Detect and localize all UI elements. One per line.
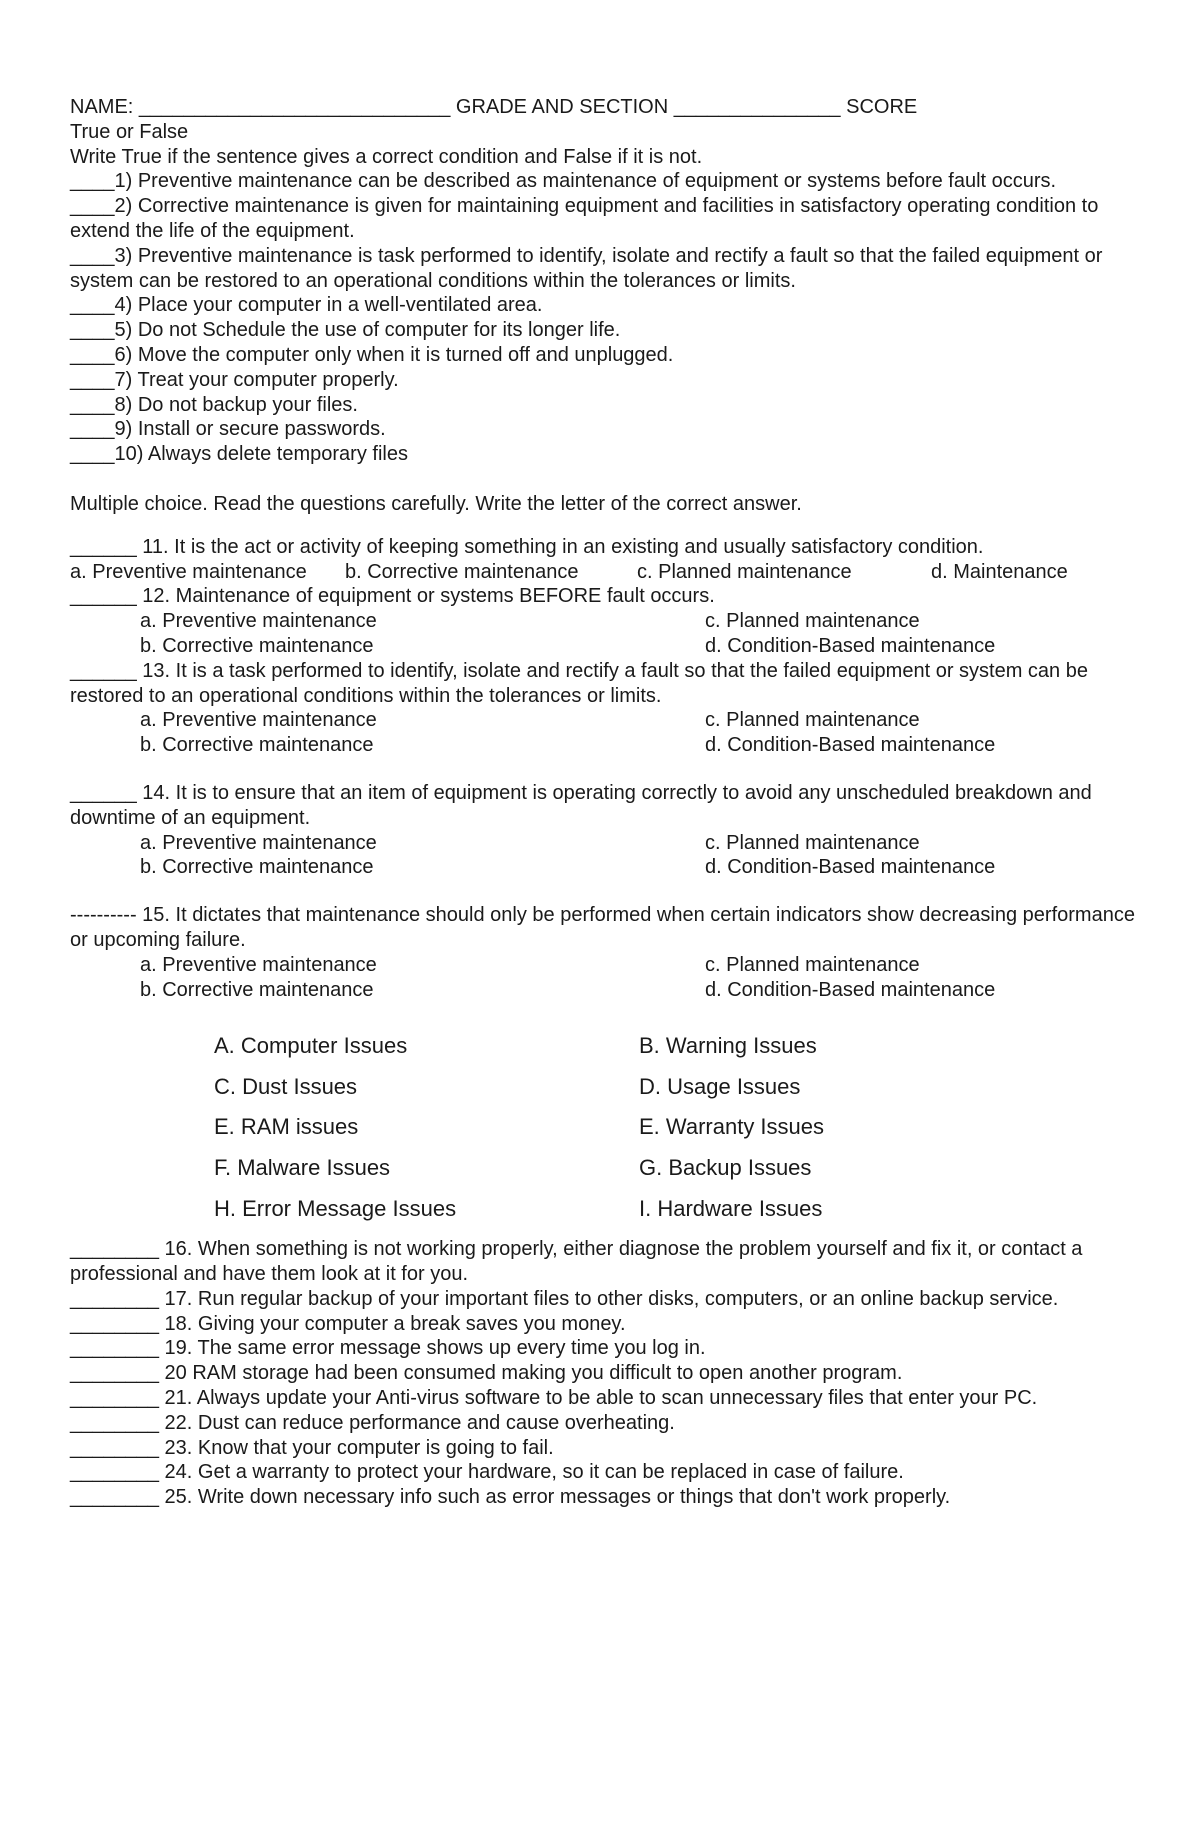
tf-instruction: Write True if the sentence gives a correct condition and False if it is not. <box>70 145 703 168</box>
mc-q11-option-c: c. Planned maintenance <box>637 560 852 583</box>
tf-item-1: ____1) Preventive maintenance can be described as maintenance of equipment or systems before fault occurs. <box>70 170 1057 193</box>
mc-q11-options <box>70 560 1150 585</box>
matching-item-25: ________ 25. Write down necessary info such as error messages or things that don't work properly. <box>70 1486 951 1509</box>
mc-q12-option-c: c. Planned maintenance <box>705 610 920 633</box>
tf-item-8: ____8) Do not backup your files. <box>70 393 358 416</box>
choice-e-warranty: E. Warranty Issues <box>639 1114 825 1140</box>
matching-choices <box>214 1026 1150 1229</box>
mc-q15-options <box>70 953 1150 1003</box>
mc-instruction: Multiple choice. Read the questions carefully. Write the letter of the correct answer. <box>70 492 802 515</box>
tf-item-10: ____10) Always delete temporary files <box>70 443 408 466</box>
mc-q13-option-c: c. Planned maintenance <box>705 709 920 732</box>
tf-item-6: ____6) Move the computer only when it is turned off and unplugged. <box>70 343 674 366</box>
tf-item-9: ____9) Install or secure passwords. <box>70 418 386 441</box>
mc-q13-option-b: b. Corrective maintenance <box>140 734 374 757</box>
matching-item-22: ________ 22. Dust can reduce performance and cause overheating. <box>70 1411 675 1434</box>
matching-item-23: ________ 23. Know that your computer is going to fail. <box>70 1436 554 1459</box>
choice-g: G. Backup Issues <box>639 1155 812 1181</box>
mc-q15-option-c: c. Planned maintenance <box>705 953 920 976</box>
mc-q13-option-d: d. Condition-Based maintenance <box>705 734 996 757</box>
tf-title: True or False <box>70 120 189 143</box>
tf-item-4: ____4) Place your computer in a well-ventilated area. <box>70 294 543 317</box>
tf-item-2: ____2) Corrective maintenance is given for maintaining equipment and facilities in satisfactory operating condition to extend the life of the equipment. <box>70 195 1099 242</box>
choice-i: I. Hardware Issues <box>639 1195 823 1221</box>
mc-q12-option-a: a. Preventive maintenance <box>140 610 377 633</box>
matching-item-21: ________ 21. Always update your Anti-virus software to be able to scan unnecessary files that enter your PC. <box>70 1387 1038 1410</box>
mc-q12-options <box>70 609 1150 659</box>
choice-h: H. Error Message Issues <box>214 1195 457 1221</box>
mc-question-15: ---------- 15. It dictates that maintenance should only be performed when certain indicators show decreasing performance or upcoming failure. <box>70 904 1135 951</box>
mc-question-14: ______ 14. It is to ensure that an item of equipment is operating correctly to avoid any unscheduled breakdown and downtime of an equipment. <box>70 781 1092 829</box>
matching-item-17: ________ 17. Run regular backup of your important files to other disks, computers, or an online backup service. <box>70 1287 1059 1310</box>
matching-item-19: ________ 19. The same error message shows up every time you log in. <box>70 1337 706 1360</box>
choice-e-ram: E. RAM issues <box>214 1114 359 1140</box>
mc-q14-option-b: b. Corrective maintenance <box>140 856 374 879</box>
mc-q12-option-d: d. Condition-Based maintenance <box>705 634 996 657</box>
mc-q11-option-a: a. Preventive maintenance <box>70 560 307 583</box>
mc-q14-option-a: a. Preventive maintenance <box>140 831 377 854</box>
mc-q15-option-b: b. Corrective maintenance <box>140 978 374 1001</box>
mc-question-12: ______ 12. Maintenance of equipment or systems BEFORE fault occurs. <box>70 585 715 608</box>
matching-items <box>70 1237 1150 1510</box>
mc-q11-option-b: b. Corrective maintenance <box>345 560 579 583</box>
matching-item-20: ________ 20 RAM storage had been consumed making you difficult to open another program. <box>70 1362 903 1385</box>
choice-b: B. Warning Issues <box>639 1033 817 1059</box>
mc-q15-option-d: d. Condition-Based maintenance <box>705 978 996 1001</box>
tf-item-5: ____5) Do not Schedule the use of computer for its longer life. <box>70 319 621 342</box>
matching-item-24: ________ 24. Get a warranty to protect your hardware, so it can be replaced in case of failure. <box>70 1461 904 1484</box>
mc-question-11: ______ 11. It is the act or activity of keeping something in an existing and usually satisfactory condition. <box>70 535 984 558</box>
mc-q12-option-b: b. Corrective maintenance <box>140 634 374 657</box>
mc-q11-option-d: d. Maintenance <box>931 560 1068 583</box>
mc-question-13: ______ 13. It is a task performed to identify, isolate and rectify a fault so that the failed equipment or system can be restored to an operational conditions within the tolerances or limits. <box>70 659 1088 707</box>
matching-item-16: ________ 16. When something is not working properly, either diagnose the problem yourself and fix it, or contact a professional and have them look at it for you. <box>70 1238 1083 1286</box>
matching-item-18: ________ 18. Giving your computer a break saves you money. <box>70 1312 626 1335</box>
header-name-line: NAME: ____________________________ GRADE AND SECTION _______________ SCORE <box>70 96 918 118</box>
mc-q13-option-a: a. Preventive maintenance <box>140 709 377 732</box>
mc-q13-options <box>70 708 1150 758</box>
mc-q15-option-a: a. Preventive maintenance <box>140 953 377 976</box>
tf-item-7: ____7) Treat your computer properly. <box>70 368 399 391</box>
choice-d: D. Usage Issues <box>639 1073 801 1099</box>
mc-q14-options <box>70 831 1150 881</box>
mc-q14-option-c: c. Planned maintenance <box>705 831 920 854</box>
worksheet <box>70 95 1150 1510</box>
choice-c: C. Dust Issues <box>214 1073 358 1099</box>
choice-f: F. Malware Issues <box>214 1155 391 1181</box>
choice-a: A. Computer Issues <box>214 1033 408 1059</box>
tf-item-3: ____3) Preventive maintenance is task performed to identify, isolate and rectify a fault so that the failed equipment or system can be restored to an operational conditions within the tolerances or limits. <box>70 244 1103 292</box>
mc-q14-option-d: d. Condition-Based maintenance <box>705 856 996 879</box>
